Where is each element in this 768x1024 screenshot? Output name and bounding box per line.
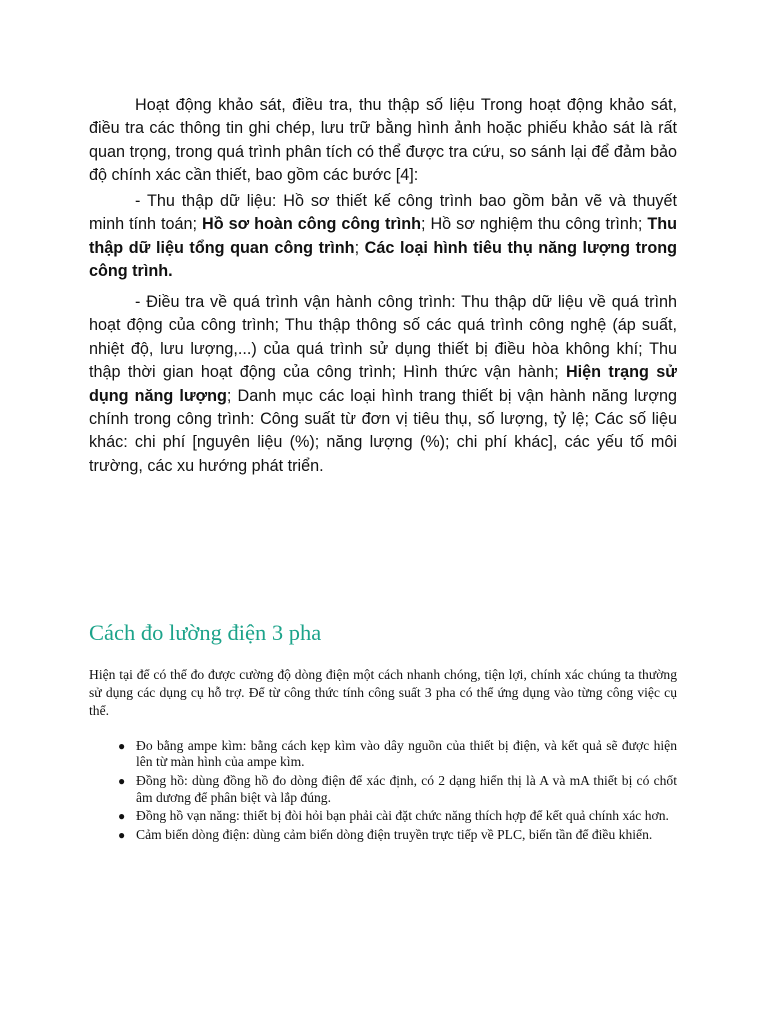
text-run: - Điều tra về quá trình vận hành công trình: Thu thập dữ liệu về quá trình hoạt động của công trình; Thu thập thông số các quá trình công nghệ (áp suất, nhiệt độ, lưu lượng,...) của quá trình sử dụng thiết bị điều hòa không khí; Thu thập thời gian hoạt động của công trình; Hình thức vận hành;: [89, 293, 677, 382]
text-run: ; Danh mục các loại hình trang thiết bị vận hành năng lượng chính trong công trình: Công suất từ đơn vị tiêu thụ, số lượng, tỷ lệ; Các số liệu khác: chi phí [nguyên liệu (%); năng lượng (%); chi phí khác], các yếu tố môi trường, các xu hướng phát triển.: [89, 386, 678, 475]
measurement-methods-list: [89, 738, 677, 846]
list-item-text: Đồng hồ: dùng đồng hồ đo dòng điện để xác định, có 2 dạng hiển thị là A và mA thiết bị có chốt âm dương để phân biệt và lắp đúng.: [136, 773, 677, 805]
list-item-text: Cảm biến dòng điện: dùng cảm biến dòng điện truyền trực tiếp về PLC, biến tần để điều khiển.: [136, 827, 653, 843]
bold-text-energy-types: Các loại hình tiêu thụ năng lượng trong công trình.: [89, 238, 677, 281]
bold-text-completion-records: Hồ sơ hoàn công công trình: [202, 215, 421, 234]
list-item: [89, 808, 677, 824]
paragraph-text: Hoạt động khảo sát, điều tra, thu thập số liệu Trong hoạt động khảo sát, điều tra các thông tin ghi chép, lưu trữ bằng hình ảnh hoặc phiếu khảo sát là rất quan trọng, trong quá trình phân tích có thể được tra cứu, so sánh lại để đảm bảo độ chính xác cần thiết, bao gồm các bước [4]:: [89, 96, 677, 185]
paragraph-operation-survey: [89, 291, 677, 478]
text-run: ; Hồ sơ nghiệm thu công trình;: [420, 215, 648, 234]
bullet-icon: ●: [118, 774, 126, 789]
paragraph-survey-intro: [89, 94, 677, 188]
list-item-text: Đo bằng ampe kìm: bằng cách kẹp kìm vào dây nguồn của thiết bị điện, và kết quả sẽ được hiện lên từ màn hình của ampe kìm.: [136, 738, 677, 770]
bullet-icon: ●: [118, 739, 126, 753]
section-heading: Cách đo lường điện 3 pha: [89, 620, 322, 645]
text-run: - Thu thập dữ liệu: Hồ sơ thiết kế công trình bao gồm bản vẽ và thuyết minh tính toán;: [89, 192, 677, 234]
paragraph-text: [89, 291, 677, 478]
list-item-text: Đồng hồ vạn năng: thiết bị đòi hỏi bạn phải cài đặt chức năng thích hợp để kết quả chính xác hơn.: [136, 808, 669, 824]
list-item: [89, 773, 677, 806]
paragraph-text: [89, 190, 677, 284]
section-intro-paragraph: Hiện tại để có thể đo được cường độ dòng điện một cách nhanh chóng, tiện lợi, chính xác chúng ta thường sử dụng các dụng cụ hỗ trợ. Để từ công thức tính công suất 3 pha có thể ứng dụng vào từng công việc cụ thể.: [89, 667, 677, 719]
bullet-icon: ●: [118, 828, 126, 843]
bold-text-energy-status: Hiện trạng sử dụng năng lượng: [89, 363, 677, 405]
bullet-icon: ●: [118, 809, 126, 824]
list-item: [89, 827, 677, 843]
list-item: [89, 738, 677, 771]
paragraph-data-collection: [89, 190, 677, 284]
bold-text-overview-data: Thu thập dữ liệu tổng quan công trình: [89, 215, 677, 257]
text-run: ;: [354, 238, 365, 257]
